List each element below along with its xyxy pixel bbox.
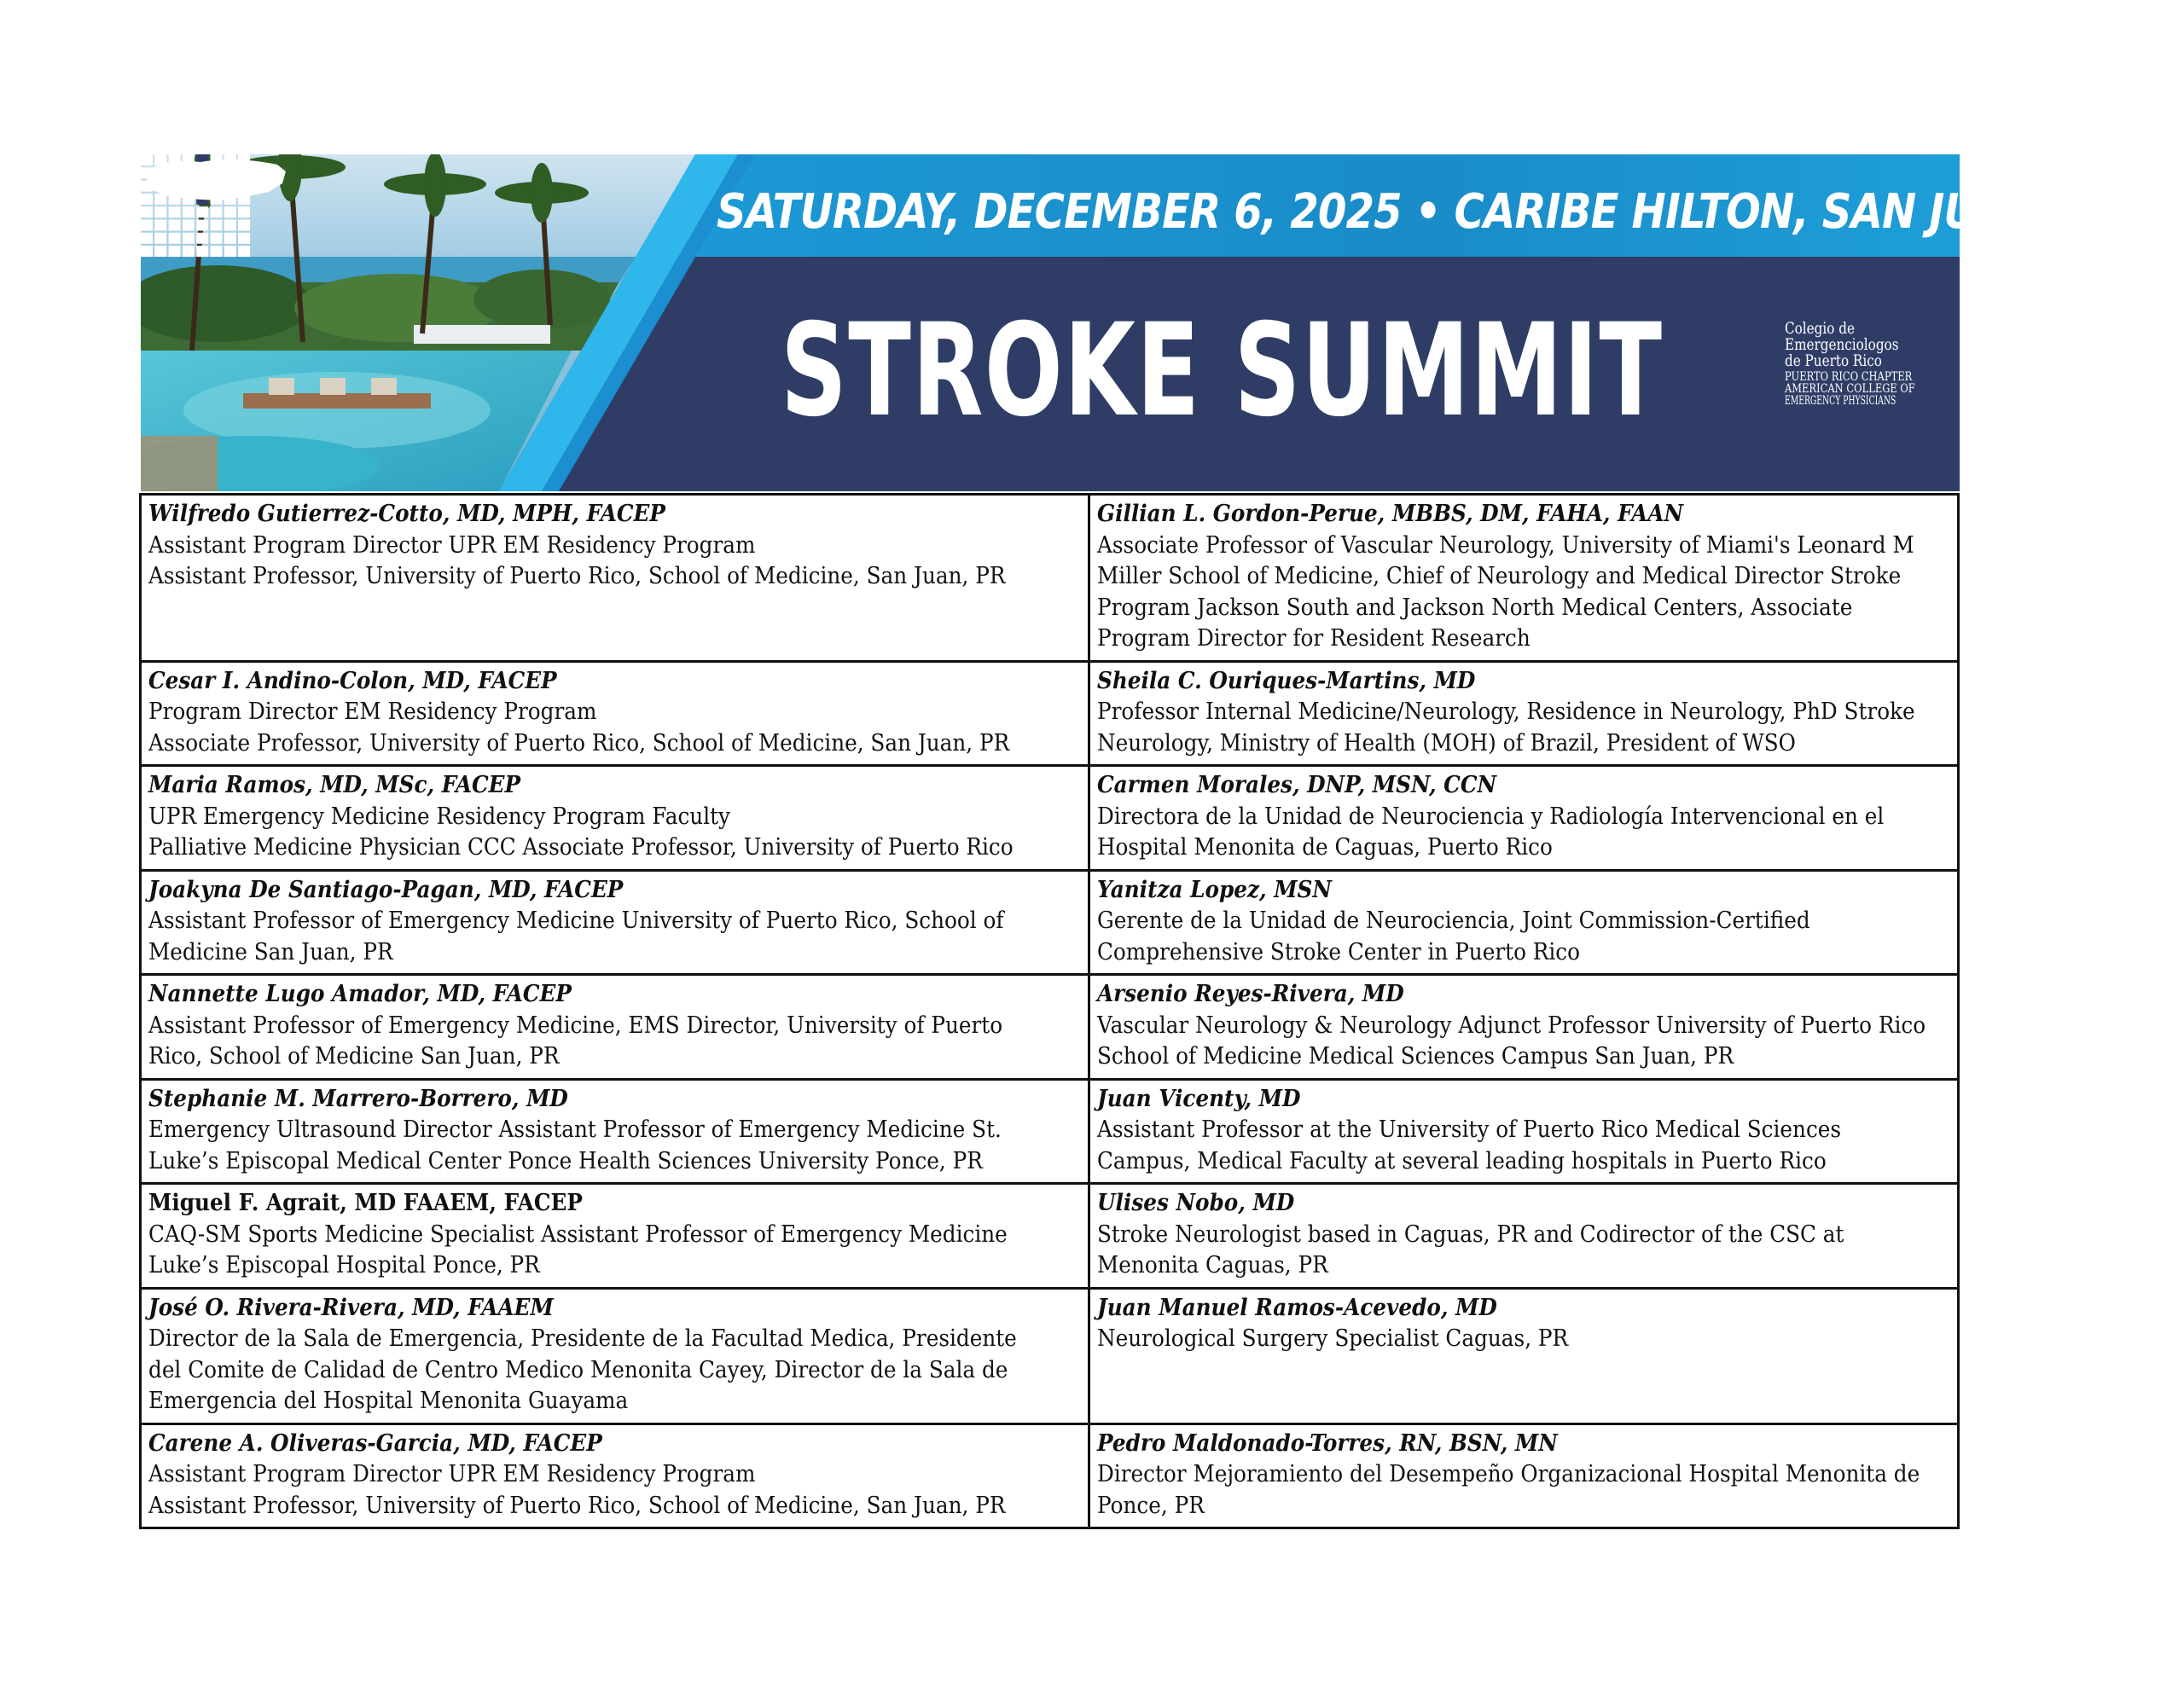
faculty-credential-line: Director Mejoramiento del Desempeño Organizacional Hospital Menonita de <box>1097 1461 1920 1487</box>
faculty-credential-line: Comprehensive Stroke Center in Puerto Rico <box>1097 938 1581 965</box>
faculty-row <box>141 1288 1959 1423</box>
faculty-name: Juan Manuel Ramos-Acevedo, MD <box>1097 1294 1497 1321</box>
faculty-credential-line: UPR Emergency Medicine Residency Program Faculty <box>148 803 731 830</box>
faculty-name: Juan Vicenty, MD <box>1097 1085 1301 1112</box>
faculty-name: Gillian L. Gordon-Perue, MBBS, DM, FAHA, FAAN <box>1097 501 1684 527</box>
faculty-credential-line: Assistant Professor, University of Puerto Rico, School of Medicine, San Juan, PR <box>148 1492 1006 1519</box>
faculty-credential-line: Director de la Sala de Emergencia, Presidente de la Facultad Medica, Presidente <box>148 1325 1017 1352</box>
faculty-credential-line: Stroke Neurologist based in Caguas, PR and Codirector of the CSC at <box>1097 1220 1844 1248</box>
faculty-name: Carmen Morales, DNP, MSN, CCN <box>1097 772 1497 798</box>
faculty-credential-line: Rico, School of Medicine San Juan, PR <box>148 1043 560 1070</box>
faculty-cell <box>141 1288 1089 1423</box>
faculty-name: Pedro Maldonado-Torres, RN, BSN, MN <box>1097 1429 1558 1457</box>
faculty-row <box>141 1423 1959 1528</box>
faculty-credential-line: Assistant Professor, University of Puerto Rico, School of Medicine, San Juan, PR <box>148 563 1006 589</box>
faculty-credential-line: Neurological Surgery Specialist Caguas, PR <box>1097 1325 1569 1352</box>
faculty-credential-line: Ponce, PR <box>1097 1492 1205 1519</box>
faculty-cell <box>1089 975 1959 1080</box>
event-date-location: SATURDAY, DECEMBER 6, 2025 • CARIBE HILTON, SAN JUAN, PR <box>717 184 2129 240</box>
faculty-credential-line: Associate Professor of Vascular Neurology, University of Miami's Leonard M <box>1097 531 1914 559</box>
faculty-cell <box>1089 1184 1959 1289</box>
faculty-credential-line: Neurology, Ministry of Health (MOH) of Brazil, President of WSO <box>1097 729 1796 757</box>
faculty-table <box>139 493 1960 1529</box>
faculty-credential-line: Assistant Professor of Emergency Medicine, EMS Director, University of Puerto <box>148 1012 1003 1039</box>
faculty-credential-line: Assistant Professor at the University of Puerto Rico Medical Sciences <box>1097 1116 1842 1143</box>
faculty-credential-line: Directora de la Unidad de Neurociencia y Radiología Intervencional en el <box>1097 803 1885 830</box>
faculty-cell <box>1089 766 1959 871</box>
faculty-name: Yanitza Lopez, MSN <box>1097 876 1332 903</box>
faculty-row <box>141 766 1959 871</box>
faculty-name: Arsenio Reyes-Rivera, MD <box>1097 981 1404 1007</box>
faculty-credential-line: Assistant Professor of Emergency Medicine University of Puerto Rico, School of <box>148 907 1004 934</box>
faculty-credential-line: Program Director EM Residency Program <box>148 699 597 725</box>
faculty-cell <box>1089 1288 1959 1423</box>
event-title: STROKE SUMMIT <box>781 297 1664 445</box>
faculty-credential-line: Associate Professor, University of Puerto Rico, School of Medicine, San Juan, PR <box>148 729 1010 757</box>
logo-text-line: de Puerto Rico <box>1785 351 1882 370</box>
faculty-name: Carene A. Oliveras-Garcia, MD, FACEP <box>148 1429 602 1457</box>
faculty-credential-line: Assistant Program Director UPR EM Residency Program <box>148 1461 756 1487</box>
faculty-credential-line: Campus, Medical Faculty at several leading hospitals in Puerto Rico <box>1097 1147 1827 1174</box>
faculty-name: Joakyna De Santiago-Pagan, MD, FACEP <box>148 876 624 903</box>
faculty-cell <box>141 1184 1089 1289</box>
faculty-cell <box>1089 661 1959 766</box>
faculty-credential-line: Program Director for Resident Research <box>1097 625 1531 652</box>
faculty-credential-line: School of Medicine Medical Sciences Campus San Juan, PR <box>1097 1043 1734 1070</box>
faculty-credential-line: Emergency Ultrasound Director Assistant Professor of Emergency Medicine St. <box>148 1116 1002 1143</box>
faculty-name: Miguel F. Agrait, MD FAAEM, FACEP <box>148 1190 583 1216</box>
faculty-row <box>141 1184 1959 1289</box>
faculty-name: Sheila C. Ouriques-Martins, MD <box>1097 667 1476 694</box>
faculty-credential-line: Luke’s Episcopal Medical Center Ponce Health Sciences University Ponce, PR <box>148 1147 983 1174</box>
faculty-cell <box>141 1079 1089 1184</box>
faculty-cell <box>1089 1079 1959 1184</box>
logo-text-line: Emergenciologos <box>1785 335 1899 354</box>
faculty-credential-line: Hospital Menonita de Caguas, Puerto Rico <box>1097 834 1553 861</box>
faculty-credential-line: Luke’s Episcopal Hospital Ponce, PR <box>148 1252 540 1278</box>
faculty-row <box>141 661 1959 766</box>
faculty-cell <box>141 766 1089 871</box>
faculty-credential-line: Professor Internal Medicine/Neurology, Residence in Neurology, PhD Stroke <box>1097 699 1915 725</box>
faculty-credential-line: Assistant Program Director UPR EM Residency Program <box>148 531 756 559</box>
faculty-credential-line: Vascular Neurology & Neurology Adjunct Professor University of Puerto Rico <box>1097 1012 1926 1039</box>
faculty-row <box>141 870 1959 975</box>
faculty-cell <box>141 870 1089 975</box>
logo-text-line: PUERTO RICO CHAPTER <box>1785 370 1913 384</box>
faculty-cell <box>141 661 1089 766</box>
faculty-cell <box>141 495 1089 662</box>
faculty-credential-line: Menonita Caguas, PR <box>1097 1252 1328 1278</box>
faculty-cell <box>1089 1423 1959 1528</box>
puerto-rico-map-icon <box>141 154 290 206</box>
faculty-name: José O. Rivera-Rivera, MD, FAAEM <box>148 1294 554 1321</box>
faculty-credential-line: Gerente de la Unidad de Neurociencia, Joint Commission-Certified <box>1097 907 1810 934</box>
faculty-cell <box>141 1423 1089 1528</box>
faculty-credential-line: Program Jackson South and Jackson North Medical Centers, Associate <box>1097 594 1853 621</box>
faculty-name: Ulises Nobo, MD <box>1097 1190 1295 1216</box>
faculty-credential-line: Emergencia del Hospital Menonita Guayama <box>148 1388 629 1414</box>
faculty-row <box>141 1079 1959 1184</box>
faculty-credential-line: Medicine San Juan, PR <box>148 938 393 965</box>
logo-text-line: EMERGENCY PHYSICIANS <box>1785 394 1896 408</box>
faculty-cell <box>141 975 1089 1080</box>
logo-text-line: Colegio de <box>1785 319 1855 338</box>
faculty-name: Maria Ramos, MD, MSc, FACEP <box>148 772 521 798</box>
faculty-cell <box>1089 870 1959 975</box>
faculty-name: Nannette Lugo Amador, MD, FACEP <box>148 981 572 1007</box>
faculty-credential-line: Miller School of Medicine, Chief of Neurology and Medical Director Stroke <box>1097 563 1902 589</box>
faculty-credential-line: del Comite de Calidad de Centro Medico Menonita Cayey, Director de la Sala de <box>148 1356 1008 1383</box>
faculty-credential-line: Palliative Medicine Physician CCC Associate Professor, University of Puerto Rico <box>148 834 1014 861</box>
faculty-name: Wilfredo Gutierrez-Cotto, MD, MPH, FACEP <box>148 501 665 527</box>
faculty-name: Cesar I. Andino-Colon, MD, FACEP <box>148 667 557 694</box>
faculty-row <box>141 495 1959 662</box>
logo-text-line: AMERICAN COLLEGE OF <box>1785 382 1915 396</box>
faculty-credential-line: CAQ-SM Sports Medicine Specialist Assistant Professor of Emergency Medicine <box>148 1220 1008 1248</box>
faculty-name: Stephanie M. Marrero-Borrero, MD <box>148 1085 568 1112</box>
faculty-cell <box>1089 495 1959 662</box>
faculty-row <box>141 975 1959 1080</box>
